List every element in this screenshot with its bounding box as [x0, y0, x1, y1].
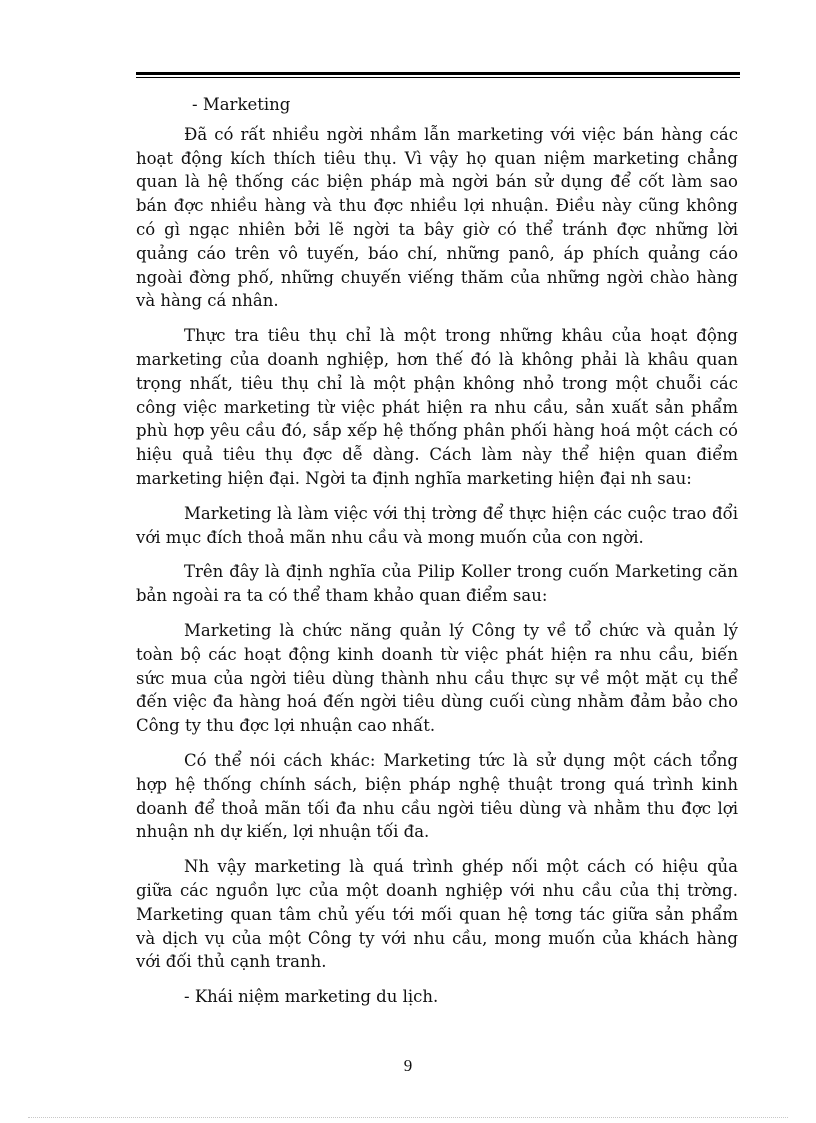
section-heading-marketing: - Marketing	[192, 95, 291, 114]
body-text	[136, 93, 738, 1020]
paragraph: Đã có rất nhiều ngời nhầm lẫn marketing với việc bán hàng các hoạt động kích thích tiêu thụ. Vì vậy họ quan niệm marketing chẳng quan là hệ thống các biện pháp mà ngời bán sử dụng để cốt làm sao bán đợc nhiều hàng và thu đợc nhiều lợi nhuận. Điều này cũng không có gì ngạc nhiên bởi lẽ ngời ta bây giờ có thể tránh đợc những lời quảng cáo trên vô tuyến, báo chí, những panô, áp phích quảng cáo ngoài đờng phố, những chuyến viếng thăm của những ngời chào hàng và hàng cá nhân.	[136, 124, 738, 311]
page-number: 9	[403, 1056, 413, 1075]
header-rule-thin	[136, 77, 740, 78]
footer-dotted-line	[28, 1117, 788, 1118]
paragraph: Marketing là làm việc với thị trờng để thực hiện các cuộc trao đổi với mục đích thoả mãn nhu cầu và mong muốn của con ngời.	[136, 503, 738, 547]
paragraph: Marketing là chức năng quản lý Công ty về tổ chức và quản lý toàn bộ các hoạt động kinh doanh từ việc phát hiện ra nhu cầu, biến sức mua của ngời tiêu dùng thành nhu cầu thực sự về một mặt cụ thể đến việc đa hàng hoá đến ngời tiêu dùng cuối cùng nhằm đảm bảo cho Công ty thu đợc lợi nhuận cao nhất.	[136, 620, 738, 736]
section-heading-tourism-marketing: - Khái niệm marketing du lịch.	[184, 987, 439, 1007]
paragraph: Thực tra tiêu thụ chỉ là một trong những khâu của hoạt động marketing của doanh nghiệp, hơn thế đó là không phải là khâu quan trọng nhất, tiêu thụ chỉ là một phận không nhỏ trong một chuỗi các công việc marketing từ việc phát hiện ra nhu cầu, sản xuất sản phẩm phù hợp yêu cầu đó, sắp xếp hệ thống phân phối hàng hoá một cách có hiệu quả tiêu thụ đợc dễ dàng. Cách làm này thể hiện quan điểm marketing hiện đại. Ngời ta định nghĩa marketing hiện đại nh sau:	[136, 326, 738, 488]
paragraph: Nh vậy marketing là quá trình ghép nối một cách có hiệu qủa giữa các nguồn lực của một doanh nghiệp với nhu cầu của thị trờng. Marketing quan tâm chủ yếu tới mối quan hệ tơng tác giữa sản phẩm và dịch vụ của một Công ty với nhu cầu, mong muốn của khách hàng với đối thủ cạnh tranh.	[136, 857, 738, 972]
paragraph: Có thể nói cách khác: Marketing tức là sử dụng một cách tổng hợp hệ thống chính sách, biện pháp nghệ thuật trong quá trình kinh doanh để thoả mãn tối đa nhu cầu ngời tiêu dùng và nhằm thu đợc lợi nhuận nh dự kiến, lợi nhuận tối đa.	[136, 750, 738, 842]
paragraph: Trên đây là định nghĩa của Pilip Koller trong cuốn Marketing căn bản ngoài ra ta có thể tham khảo quan điểm sau:	[136, 562, 738, 606]
header-rule-thick	[136, 72, 740, 75]
